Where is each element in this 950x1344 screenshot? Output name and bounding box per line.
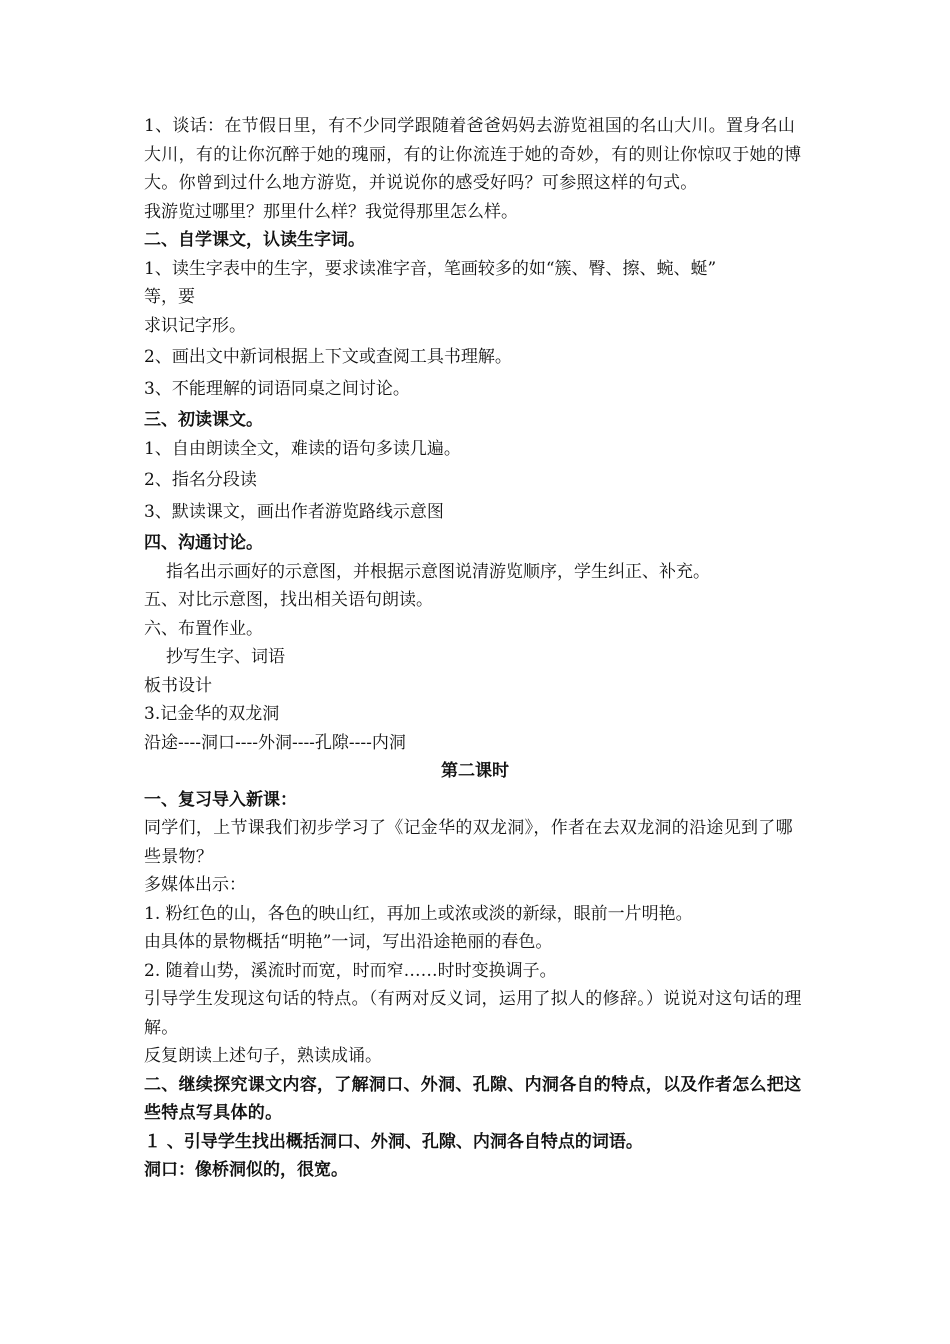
lesson-2-item-2: 2. 随着山势，溪流时而宽，时而窄……时时变换调子。 bbox=[144, 960, 557, 981]
sentence-pattern: 我游览过哪里？那里什么样？我觉得那里怎么样。 bbox=[144, 201, 518, 222]
section-5: 五、对比示意图，找出相关语句朗读。 bbox=[144, 590, 433, 610]
lesson-2-item-2-note: 引导学生发现这句话的特点。（有两对反义词，运用了拟人的修辞。）说说对这句话的理解。 bbox=[144, 989, 802, 1038]
lesson-2-read-aloud: 反复朗读上述句子，熟读成诵。 bbox=[144, 1046, 382, 1066]
section-2-item-1b: 等，要 bbox=[144, 287, 195, 307]
section-4-text: 指名出示画好的示意图，并根据示意图说清游览顺序，学生纠正、补充。 bbox=[166, 561, 710, 582]
lesson-2-media: 多媒体出示： bbox=[144, 875, 246, 895]
lesson-2-section-1-heading: 一、复习导入新课： bbox=[144, 789, 297, 810]
section-3-item-3: 3、默读课文，画出作者游览路线示意图 bbox=[144, 501, 444, 522]
section-2-item-1a: 1、读生字表中的生字，要求读准字音，笔画较多的如“簇、臀、擦、蜿、蜒” bbox=[144, 258, 717, 279]
document-page bbox=[144, 112, 806, 1185]
section-6-text: 抄写生字、词语 bbox=[166, 647, 285, 667]
board-design-title: 3.记金华的双龙洞 bbox=[144, 704, 280, 724]
section-6: 六、布置作业。 bbox=[144, 618, 263, 639]
board-design-route: 沿途----洞口----外洞----孔隙----内洞 bbox=[144, 732, 406, 753]
section-2-item-2: 2、画出文中新词根据上下文或查阅工具书理解。 bbox=[144, 347, 512, 367]
section-4-heading: 四、沟通讨论。 bbox=[144, 533, 263, 553]
board-design-label: 板书设计 bbox=[144, 675, 212, 696]
lesson-2-section-2-item-1: １ 、引导学生找出概括洞口、外洞、孔隙、内洞各自特点的词语。 bbox=[144, 1131, 643, 1152]
lesson-2-item-1-note: 由具体的景物概括“明艳”一词，写出沿途艳丽的春色。 bbox=[144, 932, 553, 952]
lesson-2-title: 第二课时 bbox=[441, 761, 509, 781]
section-2-item-1c: 求识记字形。 bbox=[144, 315, 246, 336]
lesson-2-section-2-heading: 二、继续探究课文内容，了解洞口、外洞、孔隙、内洞各自的特点，以及作者怎么把这些特点写具体的。 bbox=[144, 1074, 802, 1123]
intro-paragraph: 1、谈话：在节假日里，有不少同学跟随着爸爸妈妈去游览祖国的名山大川。置身名山大川，有的让你沉醉于她的瑰丽，有的让你流连于她的奇妙，有的则让你惊叹于她的博大。你曾到过什么地方游览，并说说你的感受好吗？可参照这样的句式。 bbox=[144, 116, 802, 193]
lesson-2-item-1: 1. 粉红色的山，各色的映山红，再加上或浓或淡的新绿，眼前一片明艳。 bbox=[144, 903, 693, 924]
lesson-2-section-1-paragraph: 同学们，上节课我们初步学习了《记金华的双龙洞》，作者在去双龙洞的沿途见到了哪些景物？ bbox=[144, 818, 793, 867]
section-3-item-2: 2、指名分段读 bbox=[144, 470, 257, 490]
section-2-item-3: 3、不能理解的词语同桌之间讨论。 bbox=[144, 378, 410, 399]
section-3-heading: 三、初读课文。 bbox=[144, 410, 263, 430]
lesson-2-cave-mouth: 洞口：像桥洞似的，很宽。 bbox=[144, 1160, 348, 1180]
section-2-heading: 二、自学课文，认读生字词。 bbox=[144, 230, 365, 250]
section-3-item-1: 1、自由朗读全文，难读的语句多读几遍。 bbox=[144, 438, 461, 459]
